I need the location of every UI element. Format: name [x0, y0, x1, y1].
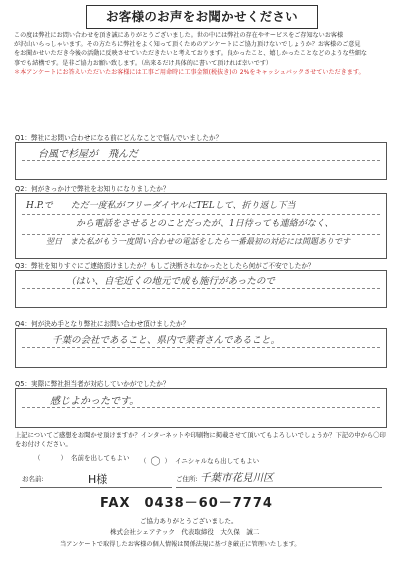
answer-3-text: （はい、自宅近くの地元で成も施行があったので: [66, 276, 275, 287]
address-value[interactable]: 千葉市花見川区: [200, 472, 274, 484]
option-1-label: 名前を出してもよい: [71, 454, 130, 462]
answer-line: [22, 234, 380, 235]
name-underline: [20, 487, 172, 488]
question-5-label: Q5：実際に弊社担当者が対応していかがでしたか？: [15, 380, 170, 388]
option-2-label: イニシャルなら出してもよい: [175, 457, 260, 465]
intro-line: をお聞かせいただき今後の活動に反映させていただきたいと考えております。良かったこと、嬉しかったことなどのような些細な: [14, 50, 367, 58]
survey-title: お客様のお声をお聞かせください: [86, 5, 318, 29]
answer-line: [22, 160, 380, 161]
question-4-label: Q4：何が決め手となり弊社にお問い合わせ頂けましたか？: [15, 320, 190, 328]
name-label: お名前:: [22, 475, 44, 483]
option-paren-open: （: [34, 454, 41, 462]
company-name: 株式会社シェアテック 代表取締役 大久保 誠二: [110, 528, 260, 536]
intro-line: 事でも結構です。是非ご協力お願い致します。（出来るだけ具体的に書いて頂ければ幸いです）: [14, 59, 273, 67]
answer-1-text: 台風で杉屋が 飛んだ: [38, 149, 138, 160]
address-label: ご住所:: [176, 475, 198, 483]
address-underline: [176, 487, 382, 488]
intro-line: が沢山いらっしゃいます。その方たちに弊社をよく知って頂くためのアンケートにご協力頂けないでしょうか？お客様のご意見: [14, 41, 361, 49]
option-paren-close: ）: [164, 457, 171, 465]
answer-line: [22, 288, 380, 289]
answer-4-text: 千葉の会社であること、県内で業者さんであること。: [52, 335, 281, 346]
publish-question: 上記についてご感想をお聞かせ頂けますか？インターネットや印刷物に掲載させて頂いてもよろしいでしょうか？下記の中から〇印をお付けください。: [15, 432, 386, 448]
answer-line: [22, 407, 380, 408]
answer-box-3[interactable]: [15, 270, 387, 308]
fax-number: FAX 0438－60－7774: [100, 496, 273, 511]
intro-line: この度は弊社にお問い合わせを頂き誠にありがとうございました。世の中には弊社の存在やサービスをご存知ないお客様: [14, 32, 344, 39]
option-initial-ok[interactable]: [140, 453, 259, 468]
answer-line: [22, 347, 380, 348]
answer-box-5[interactable]: [15, 388, 387, 428]
answer-box-1[interactable]: [15, 142, 387, 180]
intro-text: [14, 31, 386, 77]
option-2-mark[interactable]: 〇: [150, 457, 161, 468]
option-paren-open: （: [140, 457, 147, 465]
answer-2-text: 翌日 また私がもう一度問い合わせの電話をしたら一番最初の対応には問題ありです: [46, 237, 350, 246]
answer-5-text: 感じよかったです。: [50, 396, 140, 407]
name-value[interactable]: H様: [88, 473, 108, 486]
answer-2-text: H.P.で ただ一度私がフリーダイヤルにTELして、折り返し下当: [26, 201, 296, 211]
question-2-label: Q2：何がきっかけで弊社をお知りになりましたか？: [15, 185, 170, 193]
answer-2-text: から電話をさせるとのことだったが、1日待っても連絡がなく、: [76, 219, 334, 229]
answer-box-4[interactable]: [15, 328, 387, 368]
answer-line: [22, 214, 380, 215]
question-1-label: Q1：弊社にお問い合わせになる前にどんなことで悩んでいましたか？: [15, 134, 223, 142]
cashback-note: ＊本アンケートにお答えいただいたお客様には工事ご用命時に工事金額(税抜き)の 2%をキャッシュバックさせていただきます。: [14, 68, 365, 76]
option-name-ok[interactable]: [34, 453, 130, 462]
option-paren-close: ）: [60, 454, 67, 462]
answer-box-2[interactable]: [15, 193, 387, 259]
question-3-label: Q3：弊社を知りすぐにご連絡頂けましたか？もしご決断されなかったとしたら何がご不安でしたか？: [15, 262, 315, 270]
thanks-text: ご協力ありがとうございました。: [140, 517, 238, 525]
privacy-note: 当アンケートで取得したお客様の個人情報は関係法規に基づき厳正に管理いたします。: [60, 541, 301, 548]
